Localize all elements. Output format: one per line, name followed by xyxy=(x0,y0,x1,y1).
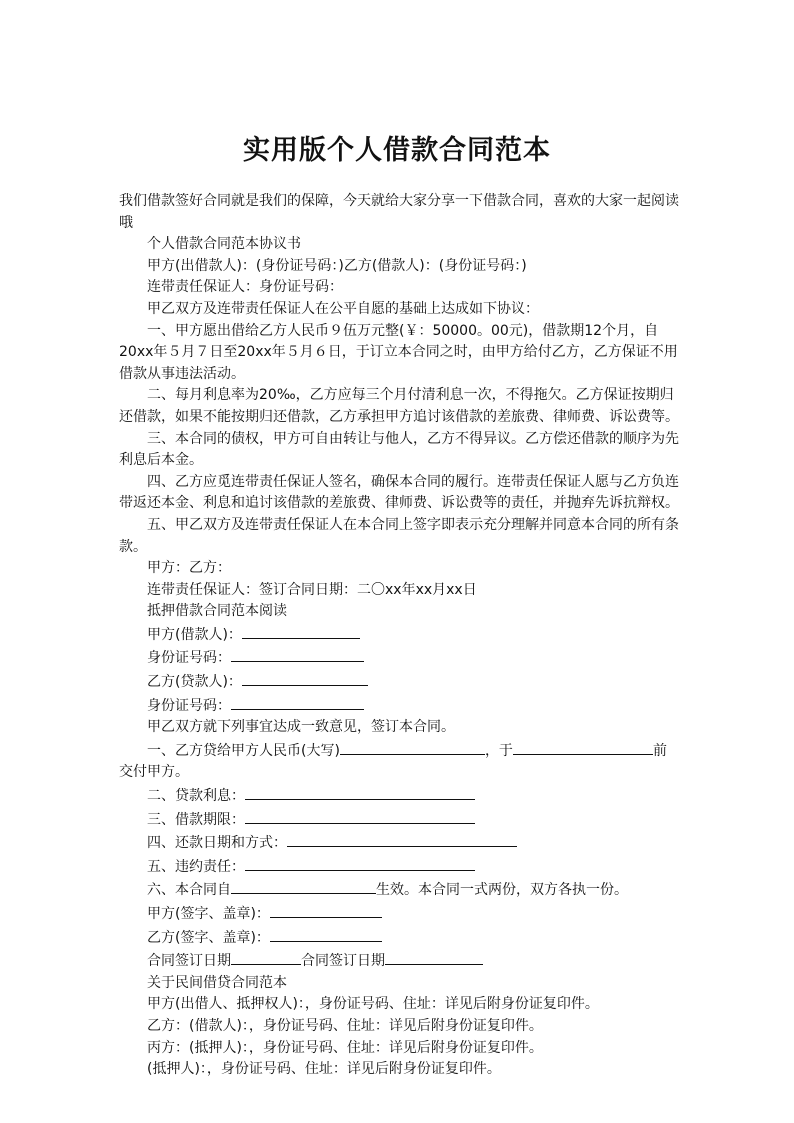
section1-preamble: 甲乙双方及连带责任保证人在公平自愿的基础上达成如下协议： xyxy=(147,300,539,317)
sign-b-label: 乙方(签字、盖章)： xyxy=(147,929,270,946)
section1-clause-3: 三、本合同的债权，甲方可自由转让与他人，乙方不得异议。乙方偿还借款的顺序为先利息后本金。 xyxy=(119,430,679,469)
section2-clause-5 xyxy=(119,855,679,879)
section1-guarantor: 连带责任保证人：身份证号码： xyxy=(147,279,343,296)
clause6-prefix: 六、本合同自 xyxy=(147,882,231,899)
section3-party-c: 丙方：(抵押人)：，身份证号码、住址：详见后附身份证复印件。 xyxy=(147,1039,543,1056)
section2-sign-a xyxy=(119,902,679,926)
document-body xyxy=(119,191,679,1081)
section2-clause-3 xyxy=(119,808,679,832)
page-title: 实用版个人借款合同范本 xyxy=(243,135,551,166)
clause5-label: 五、违约责任： xyxy=(147,858,245,875)
section2-sign-dates xyxy=(119,949,679,973)
section2-borrower-id-line xyxy=(119,694,679,718)
section1-parties: 甲方(出借款人)：(身份证号码：)乙方(借款人)：(身份证号码：) xyxy=(147,257,527,274)
section2-lender-id-line xyxy=(119,646,679,670)
interest-blank[interactable] xyxy=(245,784,475,800)
date-label-2: 合同签订日期 xyxy=(301,953,385,970)
borrower-id-label: 身份证号码： xyxy=(147,697,231,714)
section1-clause-2: 二、每月利息率为20‰，乙方应每三个月付清利息一次，不得拖欠。乙方保证按期归还借款，如果不能按期归还借款，乙方承担甲方追讨该借款的差旅费、律师费、诉讼费等。 xyxy=(119,387,679,425)
section2-borrower-line xyxy=(119,670,679,694)
clause1-prefix: 一、乙方贷给甲方人民币(大写) xyxy=(147,742,340,759)
lender-id-blank[interactable] xyxy=(231,646,364,662)
effective-blank[interactable] xyxy=(231,878,376,894)
section3-party-a: 甲方(出借人、抵押权人)：，身份证号码、住址：详见后附身份证复印件。 xyxy=(147,996,599,1013)
section2-clause-6 xyxy=(119,878,679,902)
date-blank-1[interactable] xyxy=(231,949,301,965)
section2-agreement: 甲乙双方就下列事宜达成一致意见，签订本合同。 xyxy=(147,719,455,736)
section1-clause-1: 一、甲方愿出借给乙方人民币９伍万元整(￥：50000。00元)，借款期12个月，自20xx年５月７日至20xx年５月６日，于订立本合同之时，由甲方给付乙方，乙方保证不用借款从事违法活动。 xyxy=(119,322,678,382)
clause3-label: 三、借款期限： xyxy=(147,811,245,828)
borrower-id-blank[interactable] xyxy=(231,694,364,710)
section3-party-b: 乙方：(借款人)：，身份证号码、住址：详见后附身份证复印件。 xyxy=(147,1017,543,1034)
clause1-mid: ，于 xyxy=(484,742,513,759)
clause6-suffix: 生效。本合同一式两份，双方各执一份。 xyxy=(376,882,628,899)
section1-clause-5: 五、甲乙双方及连带责任保证人在本合同上签字即表示充分理解并同意本合同的所有条款。 xyxy=(119,516,679,555)
section3-heading: 关于民间借贷合同范本 xyxy=(147,974,287,991)
liability-blank[interactable] xyxy=(245,855,475,871)
sign-b-blank[interactable] xyxy=(270,926,382,942)
borrower-label: 乙方(贷款人)： xyxy=(147,674,242,691)
lender-blank[interactable] xyxy=(242,623,360,639)
clause2-label: 二、贷款利息： xyxy=(147,788,245,805)
date-label-1: 合同签订日期 xyxy=(147,953,231,970)
section1-clause-4: 四、乙方应觅连带责任保证人签名，确保本合同的履行。连带责任保证人愿与乙方负连带返还本金、利息和追讨该借款的差旅费、律师费、诉讼费等的责任，并抛弃先诉抗辩权。 xyxy=(119,473,679,512)
delivery-date-blank[interactable] xyxy=(513,739,653,755)
section1-heading: 个人借款合同范本协议书 xyxy=(147,236,301,253)
repayment-blank[interactable] xyxy=(287,831,517,847)
section2-clause-4 xyxy=(119,831,679,855)
section2-clause-2 xyxy=(119,784,679,808)
sign-a-blank[interactable] xyxy=(270,902,382,918)
clause4-label: 四、还款日期和方式： xyxy=(147,835,287,852)
intro-paragraph: 我们借款签好合同就是我们的保障，今天就给大家分享一下借款合同，喜欢的大家一起阅读哦 xyxy=(119,193,679,231)
section2-heading: 抵押借款合同范本阅读 xyxy=(147,603,287,620)
sign-a-label: 甲方(签字、盖章)： xyxy=(147,906,270,922)
section1-sign-parties: 甲方：乙方： xyxy=(147,560,231,577)
section3-party-d: (抵押人)：，身份证号码、住址：详见后附身份证复印件。 xyxy=(147,1061,501,1078)
lender-id-label: 身份证号码： xyxy=(147,650,231,667)
clause1-suffix: 前交付甲方。 xyxy=(119,742,667,781)
lender-label: 甲方(借款人)： xyxy=(147,626,242,643)
section2-sign-b xyxy=(119,926,679,950)
term-blank[interactable] xyxy=(245,808,475,824)
section1-sign-date: 连带责任保证人：签订合同日期：二〇xx年xx月xx日 xyxy=(147,581,477,598)
borrower-blank[interactable] xyxy=(242,670,368,686)
section2-lender-line xyxy=(119,623,679,647)
section2-clause-1 xyxy=(119,739,679,784)
amount-blank[interactable] xyxy=(340,739,485,755)
date-blank-2[interactable] xyxy=(385,949,483,965)
